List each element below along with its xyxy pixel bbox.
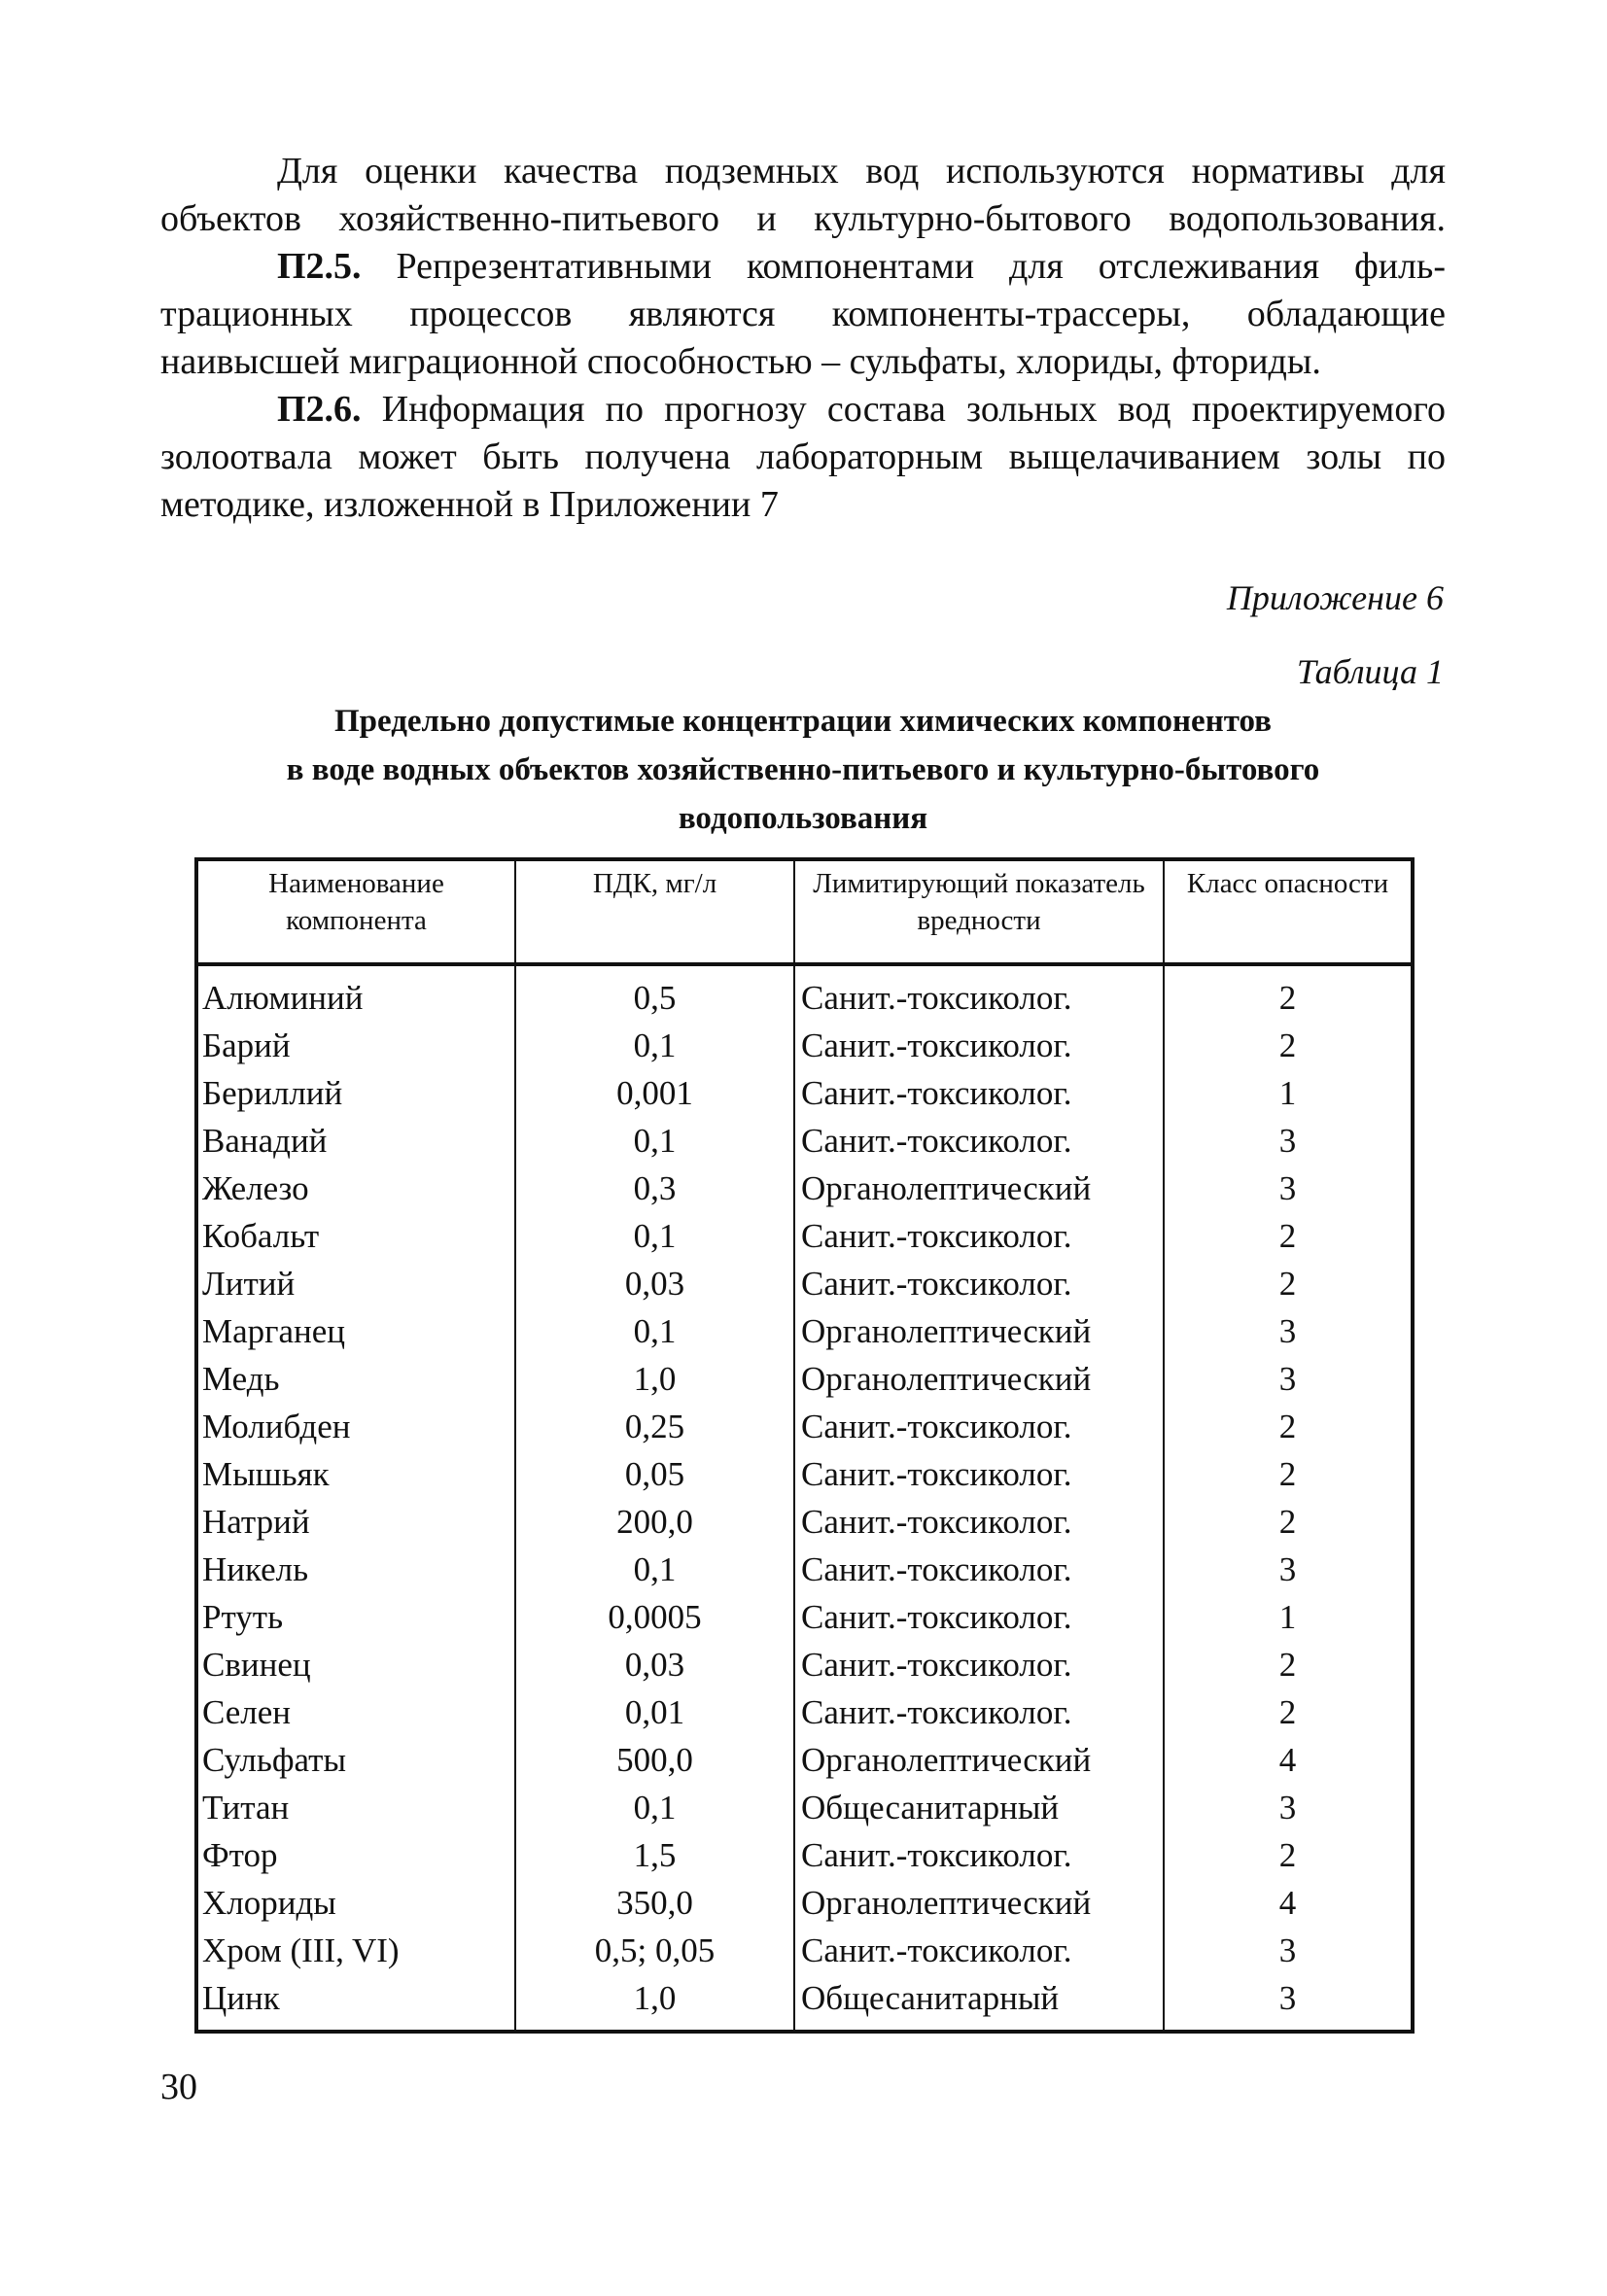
table-row xyxy=(196,1212,1413,1260)
cell-hazard-class: 2 xyxy=(1164,1688,1413,1736)
cell-component: Титан xyxy=(202,1789,290,1826)
cell-mpc: 0,25 xyxy=(515,1403,794,1450)
table-row xyxy=(196,1069,1413,1117)
cell-mpc: 0,1 xyxy=(515,1546,794,1593)
cell-hazard-class: 2 xyxy=(1164,1831,1413,1879)
cell-indicator: Санит.-токсиколог. xyxy=(794,1022,1164,1069)
table-row xyxy=(196,1260,1413,1307)
cell-mpc: 0,01 xyxy=(515,1688,794,1736)
cell-mpc: 0,03 xyxy=(515,1260,794,1307)
cell-mpc: 0,03 xyxy=(515,1641,794,1688)
cell-hazard-class: 2 xyxy=(1164,1450,1413,1498)
cell-mpc: 0,0005 xyxy=(515,1593,794,1641)
text-line xyxy=(160,291,1446,338)
cell-indicator: Органолептический xyxy=(794,1879,1164,1927)
section-number: П2.6. xyxy=(277,389,362,430)
table-header-row xyxy=(196,859,1413,964)
cell-indicator: Санит.-токсиколог. xyxy=(794,1831,1164,1879)
cell-component: Литий xyxy=(202,1265,296,1303)
table-title-line: в воде водных объектов хозяйственно-питьевого и культурно-бытового xyxy=(286,752,1320,787)
table-row xyxy=(196,1403,1413,1450)
text-line xyxy=(160,481,1446,529)
cell-hazard-class: 3 xyxy=(1164,1927,1413,1974)
cell-indicator: Санит.-токсиколог. xyxy=(794,1688,1164,1736)
cell-indicator: Органолептический xyxy=(794,1355,1164,1403)
cell-indicator: Санит.-токсиколог. xyxy=(794,1403,1164,1450)
text-line xyxy=(277,386,1446,434)
cell-hazard-class: 2 xyxy=(1164,1022,1413,1069)
cell-hazard-class: 2 xyxy=(1164,1403,1413,1450)
cell-mpc: 200,0 xyxy=(515,1498,794,1546)
cell-indicator: Санит.-токсиколог. xyxy=(794,1260,1164,1307)
cell-mpc: 350,0 xyxy=(515,1879,794,1927)
table-row xyxy=(196,1641,1413,1688)
cell-indicator: Санит.-токсиколог. xyxy=(794,1450,1164,1498)
cell-indicator: Органолептический xyxy=(794,1165,1164,1212)
cell-hazard-class: 2 xyxy=(1164,964,1413,1022)
line-text: трационных процессов являются компоненты-трассеры, обладающие xyxy=(160,294,1446,334)
cell-component: Ртуть xyxy=(202,1598,284,1636)
cell-hazard-class: 3 xyxy=(1164,1307,1413,1355)
table-row xyxy=(196,1307,1413,1355)
table-row xyxy=(196,1831,1413,1879)
page-number: 30 xyxy=(160,2067,197,2107)
cell-component: Кобальт xyxy=(202,1217,320,1255)
cell-hazard-class: 4 xyxy=(1164,1736,1413,1784)
cell-mpc: 0,1 xyxy=(515,1022,794,1069)
cell-hazard-class: 3 xyxy=(1164,1117,1413,1165)
cell-indicator: Санит.-токсиколог. xyxy=(794,1546,1164,1593)
cell-component: Натрий xyxy=(202,1503,310,1541)
cell-component: Цинк xyxy=(202,1979,280,2017)
table-row xyxy=(196,964,1413,1022)
appendix-label: Приложение 6 xyxy=(1226,578,1444,617)
cell-mpc: 0,5 xyxy=(515,964,794,1022)
cell-component: Никель xyxy=(202,1550,309,1588)
cell-component: Фтор xyxy=(202,1836,278,1874)
cell-component: Хлориды xyxy=(202,1884,336,1922)
table-row xyxy=(196,1165,1413,1212)
cell-indicator: Санит.-токсиколог. xyxy=(794,1212,1164,1260)
cell-indicator: Санит.-токсиколог. xyxy=(794,1641,1164,1688)
header-indicator: Лимитирующий показатель вредности xyxy=(794,859,1164,964)
text-line xyxy=(277,148,1446,195)
line-text: наивысшей миграционной способностью – сульфаты, хлориды, фториды. xyxy=(160,341,1321,382)
header-hazard-class: Класс опасности xyxy=(1164,859,1413,964)
cell-indicator: Санит.-токсиколог. xyxy=(794,1069,1164,1117)
mpc-table xyxy=(194,857,1415,2034)
table-row xyxy=(196,1593,1413,1641)
cell-component: Медь xyxy=(202,1360,280,1398)
cell-mpc: 0,5; 0,05 xyxy=(515,1927,794,1974)
text-line xyxy=(160,195,1446,243)
line-text: объектов хозяйственно-питьевого и культурно-бытового водопользования. xyxy=(160,198,1446,239)
text-line xyxy=(277,243,1446,291)
cell-indicator: Санит.-токсиколог. xyxy=(794,1927,1164,1974)
cell-mpc: 1,5 xyxy=(515,1831,794,1879)
cell-component: Молибден xyxy=(202,1408,351,1445)
section-number: П2.5. xyxy=(277,246,362,287)
cell-mpc: 0,1 xyxy=(515,1212,794,1260)
cell-component: Селен xyxy=(202,1693,292,1731)
table-title-line: водопользования xyxy=(678,801,928,836)
cell-hazard-class: 2 xyxy=(1164,1260,1413,1307)
table-row xyxy=(196,1974,1413,2032)
cell-component: Барий xyxy=(202,1026,291,1064)
header-mpc: ПДК, мг/л xyxy=(515,859,794,964)
cell-component: Хром (III, VI) xyxy=(202,1931,400,1969)
cell-hazard-class: 2 xyxy=(1164,1212,1413,1260)
table-title-line: Предельно допустимые концентрации химических компонентов xyxy=(333,704,1272,739)
cell-hazard-class: 2 xyxy=(1164,1641,1413,1688)
cell-hazard-class: 3 xyxy=(1164,1784,1413,1831)
table-row xyxy=(196,1688,1413,1736)
cell-indicator: Санит.-токсиколог. xyxy=(794,1117,1164,1165)
table-row xyxy=(196,1498,1413,1546)
table-row xyxy=(196,1546,1413,1593)
table-row xyxy=(196,1736,1413,1784)
cell-hazard-class: 3 xyxy=(1164,1974,1413,2032)
cell-indicator: Общесанитарный xyxy=(794,1784,1164,1831)
text-line xyxy=(160,434,1446,481)
cell-indicator: Общесанитарный xyxy=(794,1974,1164,2032)
line-text: методике, изложенной в Приложении 7 xyxy=(160,484,779,525)
cell-hazard-class: 3 xyxy=(1164,1165,1413,1212)
cell-indicator: Санит.-токсиколог. xyxy=(794,1498,1164,1546)
header-component: Наименование компонента xyxy=(196,859,515,964)
line-text: Репрезентативными компонентами для отслеживания филь- xyxy=(361,246,1446,287)
cell-component: Ванадий xyxy=(202,1122,328,1160)
cell-hazard-class: 1 xyxy=(1164,1069,1413,1117)
table-row xyxy=(196,1355,1413,1403)
cell-component: Алюминий xyxy=(202,979,364,1017)
line-text: Для оценки качества подземных вод используются нормативы для xyxy=(277,151,1446,191)
cell-hazard-class: 3 xyxy=(1164,1546,1413,1593)
cell-hazard-class: 4 xyxy=(1164,1879,1413,1927)
cell-indicator: Органолептический xyxy=(794,1736,1164,1784)
table-row xyxy=(196,1784,1413,1831)
table-row xyxy=(196,1927,1413,1974)
cell-component: Железо xyxy=(202,1169,309,1207)
table-row xyxy=(196,1117,1413,1165)
cell-hazard-class: 3 xyxy=(1164,1355,1413,1403)
cell-component: Мышьяк xyxy=(202,1455,330,1493)
cell-mpc: 1,0 xyxy=(515,1355,794,1403)
cell-component: Бериллий xyxy=(202,1074,343,1112)
cell-mpc: 0,001 xyxy=(515,1069,794,1117)
cell-hazard-class: 1 xyxy=(1164,1593,1413,1641)
cell-indicator: Санит.-токсиколог. xyxy=(794,964,1164,1022)
cell-mpc: 0,05 xyxy=(515,1450,794,1498)
line-text: Информация по прогнозу состава зольных вод проектируемого xyxy=(361,389,1446,430)
cell-mpc: 0,1 xyxy=(515,1117,794,1165)
cell-mpc: 1,0 xyxy=(515,1974,794,2032)
cell-hazard-class: 2 xyxy=(1164,1498,1413,1546)
cell-component: Сульфаты xyxy=(202,1741,346,1779)
cell-indicator: Санит.-токсиколог. xyxy=(794,1593,1164,1641)
cell-component: Марганец xyxy=(202,1312,346,1350)
table-row xyxy=(196,1450,1413,1498)
table-row xyxy=(196,1879,1413,1927)
cell-component: Свинец xyxy=(202,1646,311,1684)
cell-mpc: 0,1 xyxy=(515,1307,794,1355)
text-line xyxy=(160,338,1446,386)
cell-mpc: 0,3 xyxy=(515,1165,794,1212)
table-row xyxy=(196,1022,1413,1069)
cell-mpc: 500,0 xyxy=(515,1736,794,1784)
cell-mpc: 0,1 xyxy=(515,1784,794,1831)
cell-indicator: Органолептический xyxy=(794,1307,1164,1355)
table-label: Таблица 1 xyxy=(1296,652,1444,691)
line-text: золоотвала может быть получена лабораторным выщелачиванием золы по xyxy=(160,436,1446,477)
